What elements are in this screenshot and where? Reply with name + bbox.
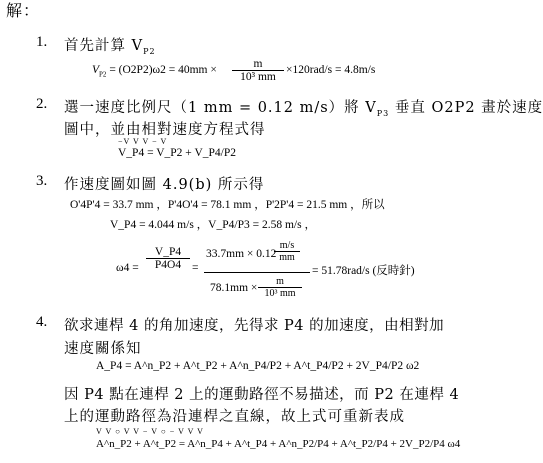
item-4-vector-marks: V V ○ V V − V ○ − V V V: [96, 427, 204, 436]
item-2-number: 2.: [36, 96, 48, 112]
item-1-number: 1.: [36, 34, 48, 50]
item-4-equation1: A_P4 = A^n_P2 + A^t_P2 + A^n_P4/P2 + A^t_P4/P2 + 2V_P4/P2 ω2: [96, 360, 420, 372]
item-3-line1: 作速度圖如圖 4.9(b) 所示得: [64, 177, 265, 193]
item-2-equation: V_P4 = V_P2 + V_P4/P2: [118, 147, 236, 159]
item-1-equation-tail: ×120rad/s = 4.8m/s: [286, 64, 376, 76]
omega-lhs: ω4 =: [116, 262, 139, 274]
item-4-number: 4.: [36, 314, 48, 330]
item-3-line3: V_P4 = 4.044 m/s ，V_P4/P3 = 2.58 m/s ，: [110, 219, 316, 231]
omega-f2-main-bar: [204, 272, 310, 273]
item-4-line3: 因 P4 點在連桿 2 上的運動路徑不易描述，而 P2 在連桿 4: [64, 387, 460, 403]
omega-equals: =: [192, 262, 199, 274]
item-3-line2: O'4P'4 = 33.7 mm ，P'4O'4 = 78.1 mm ，P'2P'4 = 21.5 mm ，所以: [70, 199, 385, 211]
item-1-fraction: $\frac{m}{\text{10³ mm}}$: [232, 58, 284, 83]
item-1-equation: $V_{P2} = (O2P2)\omega 2 = 40mm$ ×: [92, 64, 217, 79]
item-4-line4: 上的運動路徑為沿連桿之直線，故上式可重新表成: [64, 409, 405, 425]
item-3-number: 3.: [36, 173, 48, 189]
omega-f2-denominator: 78.1mm ×: [210, 282, 258, 294]
item-2-vector-marks: −V V V − V: [118, 137, 168, 146]
omega-f2-den-fraction: $\frac{m}{\text{10³ mm}}$: [258, 276, 302, 299]
item-4-line1: 欲求連桿 4 的角加速度，先得求 P4 的加速度，由相對加: [64, 318, 445, 334]
item-2-line1: 選一速度比例尺（1 mm = 0.12 m/s）將 $V_{P3}$ 垂直 O2P2 畫於速度: [64, 100, 543, 118]
item-4-equation2: A^n_P2 + A^t_P2 = A^n_P4 + A^t_P4 + A^n_P2/P4 + A^t_P2/P4 + 2V_P2/P4 ω4: [96, 438, 461, 450]
item-4-line2: 速度關係知: [64, 341, 142, 357]
omega-f2-numerator: 33.7mm × 0.12: [206, 248, 277, 260]
item-2-line2: 圖中，並由相對速度方程式得: [64, 122, 266, 138]
omega-result: = 51.78rad/s (反時針): [312, 265, 415, 277]
item-1-text: 首先計算 $V_{P2}$: [64, 38, 156, 56]
omega-fraction-1: $\frac{V\_P4}{P4O4}$: [146, 246, 190, 271]
solution-heading: 解：: [6, 1, 41, 20]
omega-f2-num-fraction: $\frac{m/s}{mm}$: [274, 240, 300, 263]
